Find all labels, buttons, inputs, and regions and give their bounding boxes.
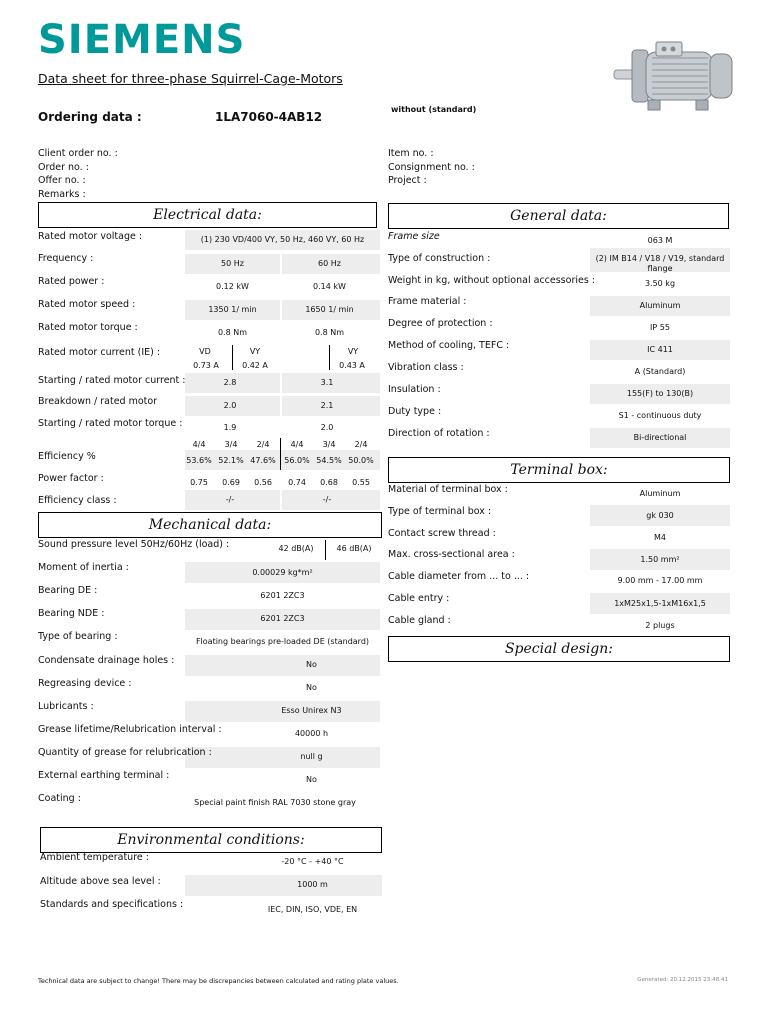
current-vy-60-value: 0.43 A [339,361,365,370]
type-of-bearing-label: Type of bearing : [38,631,118,642]
rated-current-label: Rated motor current (IE) : [38,347,161,358]
divider [329,345,330,370]
duty-type-label: Duty type : [388,406,442,417]
current-vd-value: 0.73 A [193,361,219,370]
ambient-temperature-value: -20 °C - +40 °C [281,857,344,866]
load-header: 4/4 [192,440,206,449]
cable-diameter-label: Cable diameter from ... to ... : [388,571,530,582]
sound-pressure-label: Sound pressure level 50Hz/60Hz (load) : [38,539,230,550]
breakdown-50hz: 2.0 [223,401,237,410]
type-of-bearing-value: Floating bearings pre-loaded DE (standard) [195,637,370,646]
insulation-label: Insulation : [388,384,441,395]
power-factor-value: 0.56 [254,478,272,487]
cable-gland-label: Cable gland : [388,615,451,626]
start-torque-label: Starting / rated motor torque : [38,418,183,429]
offer-no-label: Offer no. : [38,175,86,186]
frame-material-label: Frame material : [388,296,467,307]
weight-value: 3.50 kg [644,279,676,288]
remarks-label: Remarks : [38,188,86,200]
standards-label: Standards and specifications : [40,899,184,910]
cable-diameter-value: 9.00 mm - 17.00 mm [617,576,703,585]
terminal-material-label: Material of terminal box : [388,484,508,495]
frequency-label: Frequency : [38,253,94,264]
frame-material-value: Aluminum [639,301,681,310]
construction-value: (2) IM B14 / V18 / V19, standard [595,254,725,263]
current-vy-value: 0.42 A [242,361,268,370]
current-header-vd: VD [199,347,211,356]
meta-right-block [388,147,475,188]
efficiency-value: 53.6% [186,456,212,465]
efficiency-value: 47.6% [250,456,276,465]
order-no-label: Order no. : [38,161,89,173]
regreasing-label: Regreasing device : [38,678,132,689]
document-title: Data sheet for three-phase Squirrel-Cage-Motors [38,71,343,86]
load-header: 3/4 [322,440,336,449]
efficiency-value: 50.0% [348,456,374,465]
terminal-box-section-header: Terminal box: [388,457,730,483]
rated-torque-50hz: 0.8 Nm [217,328,248,337]
current-header-vy: VY [249,347,261,356]
power-factor-value: 0.55 [352,478,370,487]
cable-gland-value: 2 plugs [645,621,675,630]
standards-value: IEC, DIN, ISO, VDE, EN [267,905,358,914]
ordering-label: Ordering data : [38,110,142,124]
efficiency-value: 56.0% [284,456,310,465]
frequency-60hz: 60 Hz [318,259,341,268]
altitude-label: Altitude above sea level : [40,876,161,887]
vibration-value: A (Standard) [634,367,686,376]
grease-lifetime-value: 40000 h [294,729,329,738]
condensate-label: Condensate drainage holes : [38,655,175,666]
construction-value-line2: flange [647,264,673,273]
general-section-header: General data: [388,203,729,229]
generated-timestamp: Generated: 20.12.2015 23:48:41 [637,977,728,983]
screw-thread-value: M4 [654,533,666,542]
project-label: Project : [388,175,427,186]
cooling-value: IC 411 [647,345,673,354]
rated-voltage-label: Rated motor voltage : [38,231,143,242]
rated-voltage-value: (1) 230 VD/400 VY, 50 Hz, 460 VY, 60 Hz [200,235,365,244]
grease-quantity-value: null g [300,752,323,761]
load-header: 3/4 [224,440,238,449]
efficiency-value: 52.1% [218,456,244,465]
sound-pressure-60hz: 46 dB(A) [336,544,372,553]
motor-image [612,40,738,118]
bearing-nde-value: 6201 2ZC3 [260,614,305,623]
condensate-value: No [306,660,317,669]
screw-thread-label: Contact screw thread : [388,528,496,539]
rated-power-label: Rated power : [38,276,105,287]
rated-torque-60hz: 0.8 Nm [314,328,345,337]
rotation-value: Bi-directional [633,433,687,442]
ordering-value: 1LA7060-4AB12 [215,110,323,124]
current-header-vy-60: VY [347,347,359,356]
special-design-section-header: Special design: [388,636,730,662]
item-no-label: Item no. : [388,148,434,159]
altitude-value: 1000 m [297,880,328,889]
siemens-logo: SIEMENS [38,17,246,63]
rated-power-50hz: 0.12 kW [216,282,249,291]
load-header: 4/4 [290,440,304,449]
divider [325,540,326,560]
regreasing-value: No [306,683,317,692]
frequency-50hz: 50 Hz [221,259,244,268]
start-current-label: Starting / rated motor current : [38,375,186,386]
efficiency-class-50hz: -/- [225,495,235,504]
grease-quantity-label: Quantity of grease for relubrication : [38,747,212,758]
earthing-terminal-label: External earthing terminal : [38,770,170,781]
frame-size-label: Frame size [388,231,440,242]
load-header: 2/4 [354,440,368,449]
breakdown-60hz: 2.1 [320,401,334,410]
construction-label: Type of construction : [388,253,491,264]
rated-speed-60hz: 1650 1/ min [305,305,354,314]
electrical-section-header: Electrical data: [38,202,377,228]
start-torque-60hz: 2.0 [320,423,334,432]
terminal-material-value: Aluminum [639,489,681,498]
meta-left-block [38,147,118,201]
divider [232,345,233,370]
ordering-note: without (standard) [391,105,477,114]
efficiency-class-label: Efficiency class : [38,495,117,506]
rated-torque-label: Rated motor torque : [38,322,138,333]
cooling-label: Method of cooling, TEFC : [388,340,510,351]
protection-label: Degree of protection : [388,318,493,329]
earthing-terminal-value: No [306,775,317,784]
grease-lifetime-label: Grease lifetime/Relubrication interval : [38,724,222,735]
power-factor-value: 0.68 [320,478,338,487]
ambient-temperature-label: Ambient temperature : [40,852,149,863]
power-factor-value: 0.74 [288,478,306,487]
efficiency-value: 54.5% [316,456,342,465]
frame-size-value: 063 M [647,236,673,245]
rotation-label: Direction of rotation : [388,428,490,439]
client-order-label: Client order no. : [38,148,118,159]
start-torque-50hz: 1.9 [223,423,237,432]
coating-value: Special paint finish RAL 7030 stone gray [194,798,356,807]
lubricants-label: Lubricants : [38,701,94,712]
protection-value: IP 55 [650,323,670,332]
power-factor-label: Power factor : [38,473,104,484]
terminal-type-value: gk 030 [646,511,674,520]
power-factor-value: 0.69 [222,478,240,487]
terminal-type-label: Type of terminal box : [388,506,492,517]
lubricants-value: Esso Unirex N3 [281,706,342,715]
weight-label: Weight in kg, without optional accessories : [388,275,596,286]
power-factor-value: 0.75 [190,478,208,487]
breakdown-label: Breakdown / rated motor [38,396,158,407]
bearing-de-label: Bearing DE : [38,585,98,596]
bearing-nde-label: Bearing NDE : [38,608,105,619]
consignment-no-label: Consignment no. : [388,161,475,173]
rated-power-60hz: 0.14 kW [313,282,346,291]
start-current-60hz: 3.1 [320,378,334,387]
disclaimer-text: Technical data are subject to change! There may be discrepancies between calculated and rating plate values. [38,977,399,985]
moment-of-inertia-value: 0.00029 kg*m² [252,568,313,577]
vibration-label: Vibration class : [388,362,464,373]
rated-speed-50hz: 1350 1/ min [208,305,257,314]
rated-speed-label: Rated motor speed : [38,299,136,310]
cable-entry-value: 1xM25x1,5-1xM16x1,5 [614,599,706,608]
environmental-section-header: Environmental conditions: [40,827,382,853]
duty-type-value: S1 - continuous duty [618,411,702,420]
insulation-value: 155(F) to 130(B) [626,389,694,398]
efficiency-class-60hz: -/- [322,495,332,504]
cable-entry-label: Cable entry : [388,593,450,604]
efficiency-label: Efficiency % [38,451,96,462]
load-header: 2/4 [256,440,270,449]
mechanical-section-header: Mechanical data: [38,512,382,538]
cross-section-value: 1.50 mm² [640,555,680,564]
bearing-de-value: 6201 2ZC3 [260,591,305,600]
cross-section-label: Max. cross-sectional area : [388,549,515,560]
start-current-50hz: 2.8 [223,378,237,387]
sound-pressure-50hz: 42 dB(A) [278,544,314,553]
coating-label: Coating : [38,793,81,804]
moment-of-inertia-label: Moment of inertia : [38,562,129,573]
